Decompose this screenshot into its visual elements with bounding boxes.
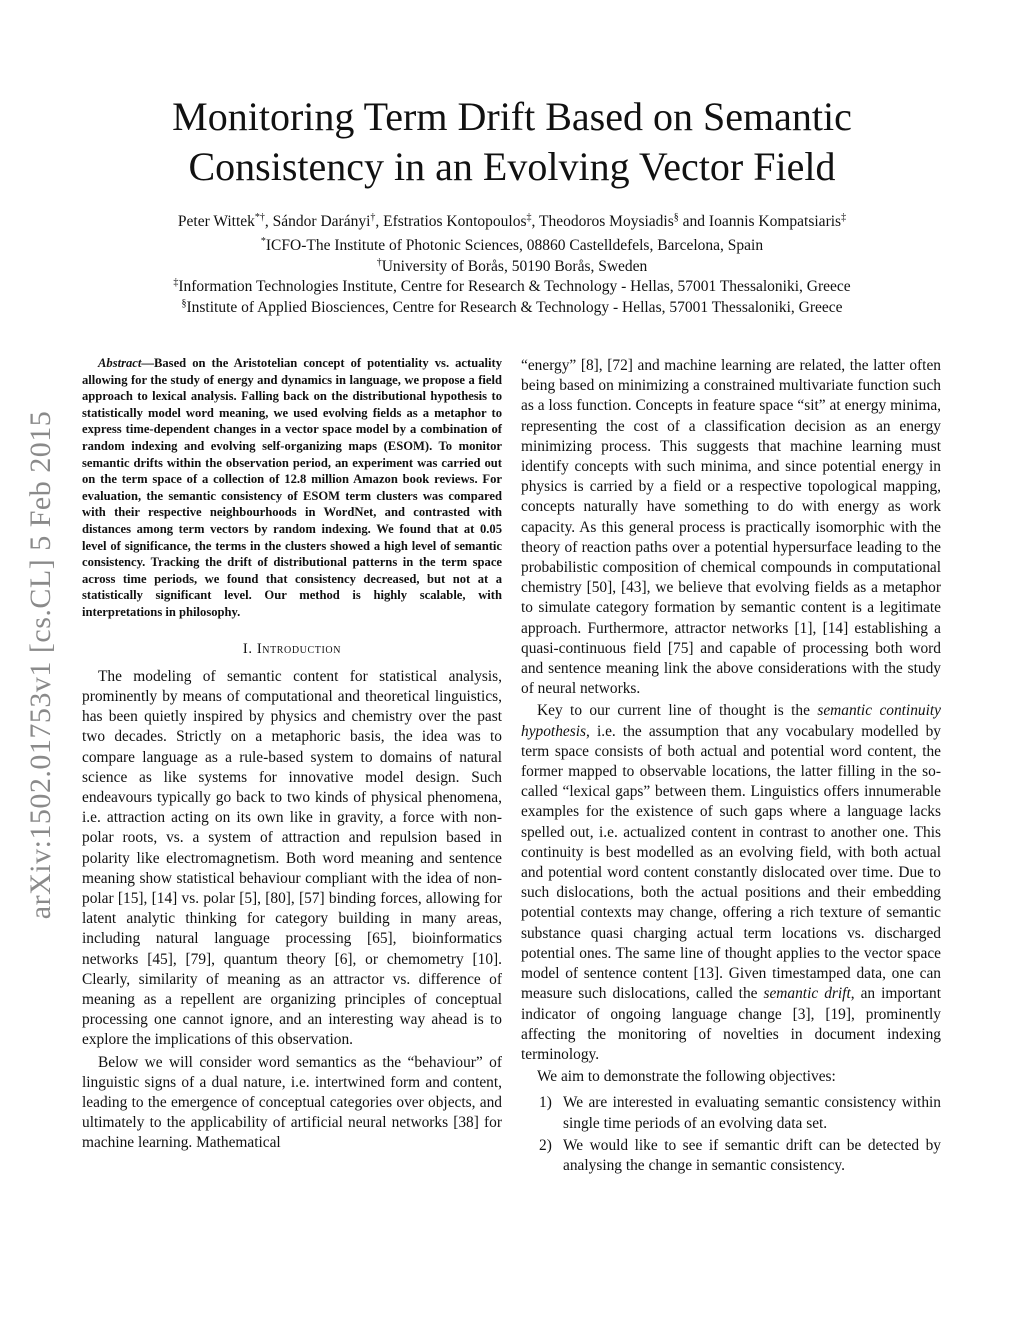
affiliation-list xyxy=(80,236,944,318)
emphasis-term: semantic drift xyxy=(763,985,851,1003)
author-separator: , xyxy=(375,213,384,230)
body-paragraph: We aim to demonstrate the following objectives: xyxy=(537,1068,836,1086)
list-item-number: 1) xyxy=(539,1094,552,1112)
title-line-1: Monitoring Term Drift Based on Semantic xyxy=(172,94,852,139)
abstract xyxy=(82,355,502,621)
author-name: Peter Wittek xyxy=(177,213,255,230)
author-list xyxy=(80,212,944,232)
affiliation-mark: § xyxy=(181,297,187,309)
intro-paragraph: Below we will consider word semantics as the “behaviour” of linguistic signs of a dual nature, i.e. intertwined form and content, leading to the emergence of conceptual categories over objects, and ultimately to the applicability of artificial neural networks [38] for machine learning. Mathematical xyxy=(82,1053,502,1152)
affiliation xyxy=(80,298,944,319)
author-marks: ‡ xyxy=(526,211,532,223)
section-title: Introduction xyxy=(256,640,342,657)
paragraph-text: , an important indicator of ongoing language change [3], [19], prominently affecting the monitoring of novelties in document indexing terminology. xyxy=(521,985,941,1063)
intro-paragraph: The modeling of semantic content for statistical analysis, prominently by means of computational and theoretical linguistics, has been quietly inspired by physics and chemistry over the past two decades. Strictly on a metaphoric basis, the idea was to compare language as a rule-based system to domains of natural science as like systems for innovative model design. Such endeavours typically go back to two kinds of physical phenomena, i.e. attraction acting on its own like in gravity, a force with non-polar roots, vs. a system of attraction and repulsion based in polarity like electromagnetism. Both word meaning and sentence meaning show statistical behaviour compliant with the idea of non-polar [15], [14] vs. polar [5], [80], [57] binding forces, allowing for latent analytic thinking for category building in many areas, including natural language processing [65], bioinformatics networks [45], [79], quantum theory [6], or chemometry [10]. Clearly, similarity of meaning as an attractor vs. difference of meaning as a repellent are organizing principles of conceptual processing one cannot ignore, and an interesting way ahead is to explore the implications of this observation. xyxy=(82,667,502,1049)
right-column xyxy=(521,356,941,1178)
abstract-label: Abstract xyxy=(98,356,142,370)
arxiv-identifier-text: arXiv:1502.01753v1 [cs.CL] 5 Feb 2015 xyxy=(24,410,58,920)
author-name: Ioannis Kompatsiaris xyxy=(708,213,842,230)
list-item-number: 2) xyxy=(539,1136,552,1154)
section-number: I. xyxy=(242,640,253,657)
affiliation xyxy=(80,257,944,278)
body-paragraph: “energy” [8], [72] and machine learning are related, the latter often being based on minimizing a constrained multivariate function such as a loss function. Concepts in feature space “sit” at energy minima, representing the cost of a classification decision as an energy minimizing process. This suggests that machine learning must identify concepts with such minima, and since potential energy in physics is carried by a field or a respective topological mapping, concepts naturally have something to do with energy as work capacity. As this general process is practically isomorphic with the theory of reaction paths over a potential hypersurface leading to the probabilistic composition of chemical compounds in computational chemistry [50], [43], we believe that evolving fields as a metaphor to simulate category formation by semantic content is a legitimate approach. Furthermore, attractor networks [1], [14] establishing a quasi-continuous field [75] and capable of processing both word and sentence meaning link the above considerations with the study of neural networks. xyxy=(521,357,941,698)
emphasis-term: semantic continuity hypothesis xyxy=(521,702,941,740)
paper-title xyxy=(100,92,924,192)
affiliation xyxy=(80,277,944,298)
section-heading xyxy=(82,639,502,659)
list-item xyxy=(521,1136,941,1176)
affiliation-text: University of Borås, 50190 Borås, Sweden xyxy=(381,257,648,275)
objectives-list xyxy=(521,1093,941,1176)
author-marks: § xyxy=(673,211,679,223)
affiliation-text: Institute of Applied Biosciences, Centre for Research & Technology - Hellas, 57001 Thessaloniki, Greece xyxy=(186,298,843,316)
author-separator: , xyxy=(531,213,539,230)
paragraph-text: , i.e. the assumption that any vocabulary modelled by term space consists of both actual and potential word content, the former mapped to observable locations, the latter filling in the so-called “lexical gaps” between them. Linguistics offers innumerable examples for the existence of such gaps where a language lacks spelled out, i.e. actualized content in contrast to another one. This continuity is best modelled as an evolving field, with both actual and potential word content constantly dislocated over time. Due to such dislocations, both the actual positions and their embedding potential contexts may change, offering a rich texture of semantic substance quasi charging actual term locations vs. discharged potential ones. The same line of thought applies to the vector space model of sentence content [13]. Given timestamped data, one can measure such dislocations, called the xyxy=(521,722,941,1003)
author-separator: , xyxy=(264,213,273,230)
affiliation-mark: ‡ xyxy=(173,276,179,288)
author-marks: † xyxy=(370,211,376,223)
author-marks: ‡ xyxy=(841,211,847,223)
paragraph-text: Key to our current line of thought is the xyxy=(537,702,818,720)
abstract-dash: — xyxy=(141,356,154,370)
affiliation-mark: * xyxy=(260,235,266,247)
affiliation xyxy=(80,236,944,257)
abstract-text: Based on the Aristotelian concept of potentiality vs. actuality allowing for the study of energy and dynamics in language, we propose a field approach to lexical analysis. Falling back on the distributional hypothesis to statistically model word meaning, we used evolving fields as a metaphor to express time-dependent changes in a vector space model by a combination of random indexing and evolving self-organizing maps (ESOM). To monitor semantic drifts within the observation period, an experiment was carried out on the term space of a collection of 12.8 million Amazon book reviews. For evaluation, the semantic consistency of ESOM term clusters was compared with their respective neighbourhoods in WordNet, and contrasted with distances among term vectors by random indexing. We found that at 0.05 level of significance, the terms in the clusters showed a high level of semantic consistency. Tracking the drift of distributional patterns in the term space across time periods, we found that consistency decreased, but not at a statistically significant level. Our method is highly scalable, with interpretations in philosophy. xyxy=(82,356,502,619)
affiliation-text: Information Technologies Institute, Centre for Research & Technology - Hellas, 57001 Thessaloniki, Greece xyxy=(178,278,851,295)
body-paragraph xyxy=(521,701,941,1065)
list-item-text: We would like to see if semantic drift can be detected by analysing the change in semantic consistency. xyxy=(563,1136,941,1174)
author-name: Sándor Darányi xyxy=(272,213,371,230)
affiliation-text: ICFO-The Institute of Photonic Sciences, 08860 Castelldefels, Barcelona, Spain xyxy=(265,237,764,254)
author-separator: and xyxy=(678,213,709,230)
title-line-2: Consistency in an Evolving Vector Field xyxy=(188,144,836,189)
left-column xyxy=(82,355,502,1154)
author-name: Efstratios Kontopoulos xyxy=(383,213,527,230)
list-item xyxy=(521,1093,941,1133)
author-name: Theodoros Moysiadis xyxy=(539,213,674,230)
author-marks: *† xyxy=(254,211,265,223)
affiliation-mark: † xyxy=(376,256,382,268)
arxiv-identifier-stamp xyxy=(24,365,58,965)
list-item-text: We are interested in evaluating semantic consistency within single time periods of an evolving data set. xyxy=(563,1094,941,1132)
